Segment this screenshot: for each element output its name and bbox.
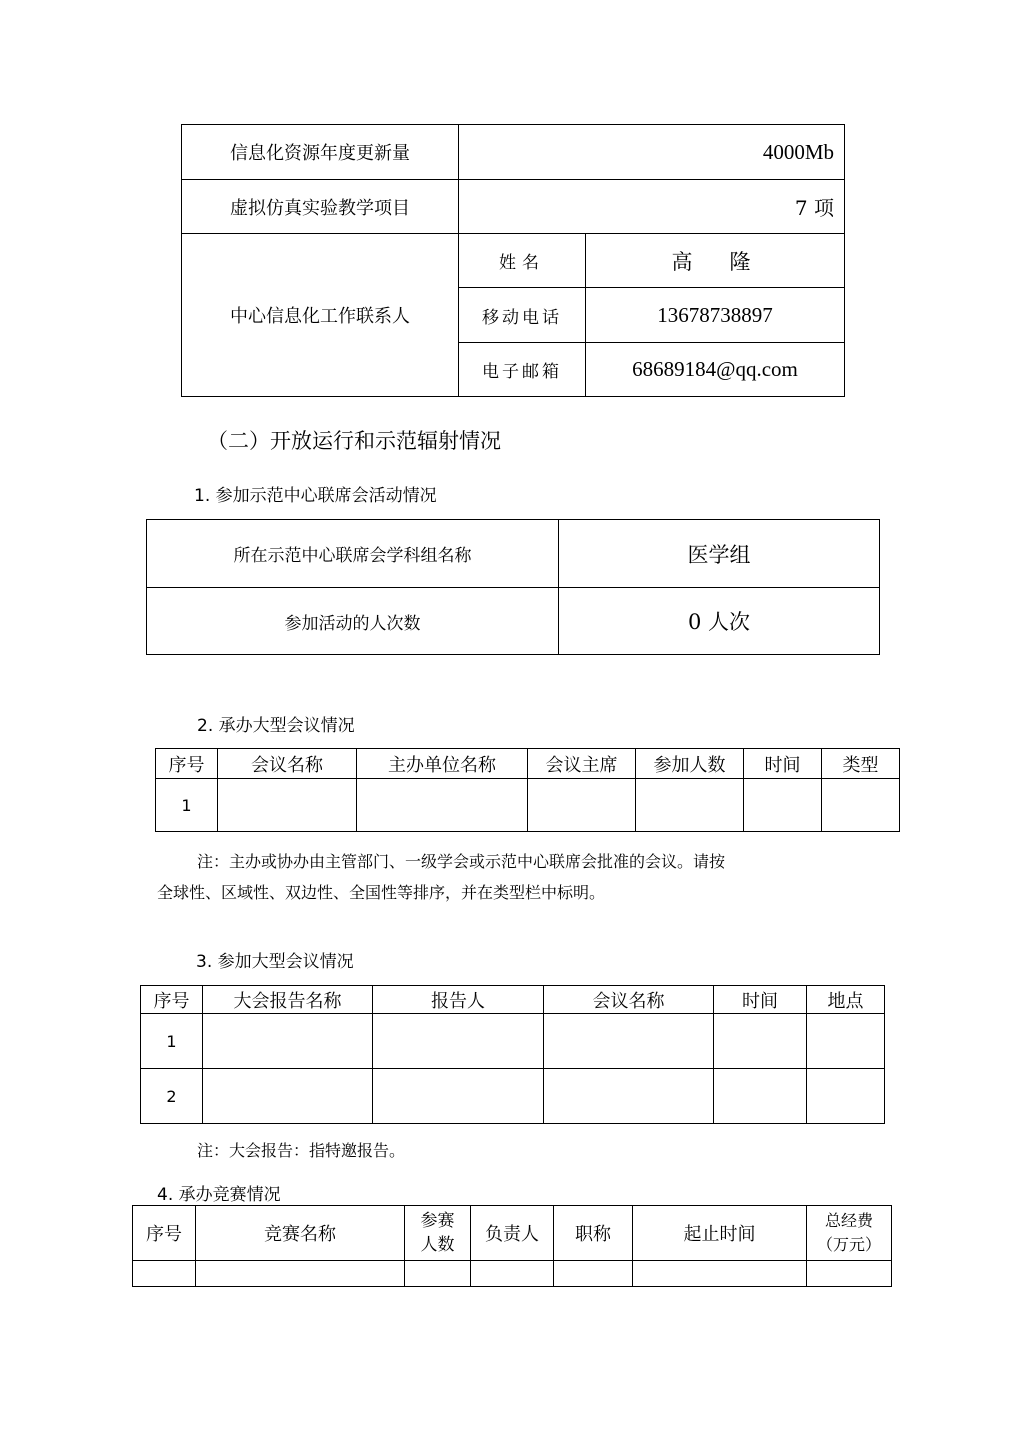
s3-header-row [141,986,885,1014]
table-cell [196,1261,405,1287]
s3-title: 3. 参加大型会议情况 [196,952,354,972]
s3-note: 注：大会报告：指特邀报告。 [197,1141,406,1160]
table-cell [636,779,744,832]
table-cell [807,1014,885,1069]
table-cell [471,1261,554,1287]
table-cell [714,1014,807,1069]
phone-value: 13678738897 [586,288,845,343]
s2-header-cell: 主办单位名称 [357,749,528,779]
s1-row2-label: 参加活动的人次数 [147,588,559,655]
s2-header-row [156,749,900,779]
table-row [133,1261,892,1287]
table-cell [405,1261,471,1287]
table-cell [807,1261,892,1287]
s2-header-cell: 类型 [822,749,900,779]
s4-header-cell: 负责人 [471,1206,554,1261]
table-row [141,1014,885,1069]
table-cell [744,779,822,832]
s3-header-cell: 地点 [807,986,885,1014]
resource-update-label: 信息化资源年度更新量 [182,125,459,180]
name-label: 姓名 [459,234,586,288]
table-cell [203,1014,373,1069]
s4-header-funds-line2: （万元） [816,1235,881,1254]
s1-row1-value: 医学组 [559,520,880,588]
s4-title: 4. 承办竞赛情况 [157,1185,281,1205]
s2-header-cell: 参加人数 [636,749,744,779]
s4-table [132,1205,892,1287]
s2-title: 2. 承办大型会议情况 [197,716,355,736]
s3-header-cell: 大会报告名称 [203,986,373,1014]
s4-header-row [133,1206,892,1261]
s4-header-cell-participants [405,1206,471,1261]
table-row [141,1069,885,1124]
email-label: 电子邮箱 [459,343,586,397]
s2-header-cell: 序号 [156,749,218,779]
table-row [156,779,900,832]
s3-header-cell: 会议名称 [544,986,714,1014]
s2-header-cell: 会议主席 [528,749,636,779]
s1-row1-label: 所在示范中心联席会学科组名称 [147,520,559,588]
table-cell [528,779,636,832]
s1-table [146,519,880,655]
table-cell [133,1261,196,1287]
s4-header-cell: 职称 [554,1206,633,1261]
s2-note-line2: 全球性、区域性、双边性、全国性等排序，并在类型栏中标明。 [157,883,606,902]
s4-header-participants-line1: 参赛 [420,1211,455,1231]
s4-header-cell: 序号 [133,1206,196,1261]
section2-title: （二）开放运行和示范辐射情况 [207,429,501,453]
table-cell [633,1261,807,1287]
table-cell [544,1014,714,1069]
name-value: 高 隆 [586,234,845,288]
s2-header-cell: 时间 [744,749,822,779]
s3-row-index: 1 [141,1014,203,1069]
table-cell [822,779,900,832]
s4-header-participants-line2: 人数 [420,1235,455,1255]
s2-note-line1: 注：主办或协办由主管部门、一级学会或示范中心联席会批准的会议。请按 [197,852,726,871]
email-value: 68689184@qq.com [586,343,845,397]
virtual-project-value: 7 项 [459,180,845,234]
s1-title: 1. 参加示范中心联席会活动情况 [194,486,437,506]
s4-header-cell: 竞赛名称 [196,1206,405,1261]
phone-label: 移动电话 [459,288,586,343]
table-cell [373,1069,544,1124]
virtual-project-label: 虚拟仿真实验教学项目 [182,180,459,234]
s3-table [140,985,885,1124]
table-cell [218,779,357,832]
resource-update-value: 4000Mb [459,125,845,180]
s3-header-cell: 报告人 [373,986,544,1014]
info-table [181,124,845,397]
table-cell [544,1069,714,1124]
table-cell [714,1069,807,1124]
s2-table [155,748,900,832]
s3-header-cell: 时间 [714,986,807,1014]
s2-header-cell: 会议名称 [218,749,357,779]
table-cell [807,1069,885,1124]
s3-header-cell: 序号 [141,986,203,1014]
s2-row-index: 1 [156,779,218,832]
s3-row-index: 2 [141,1069,203,1124]
s1-row2-value: 0 人次 [559,588,880,655]
s4-header-cell: 起止时间 [633,1206,807,1261]
table-cell [203,1069,373,1124]
s4-header-cell-funds [807,1206,892,1261]
s4-header-funds-line1: 总经费 [824,1211,873,1230]
table-cell [554,1261,633,1287]
table-cell [373,1014,544,1069]
table-cell [357,779,528,832]
contact-person-label: 中心信息化工作联系人 [182,234,459,397]
